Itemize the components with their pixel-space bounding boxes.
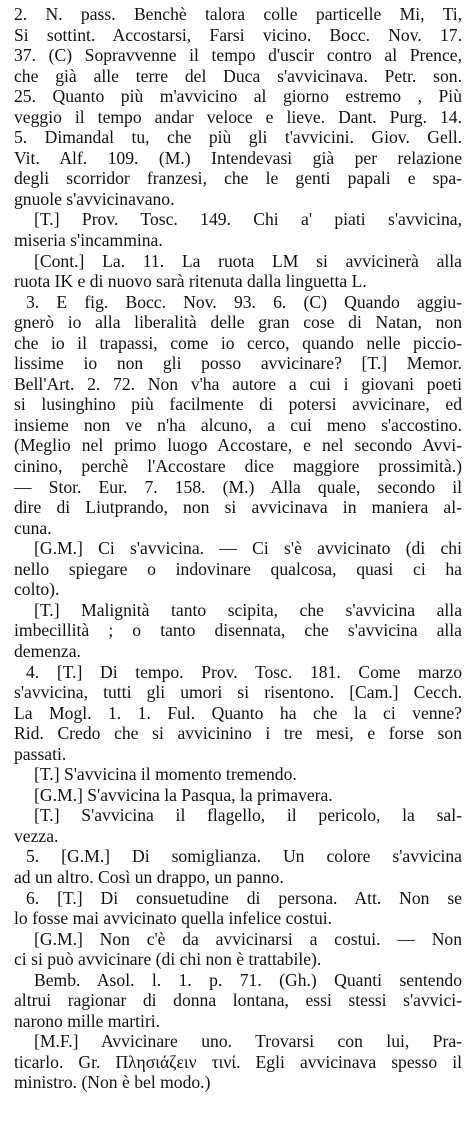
text-line: che io il trapassi, come io cerco, quando nelle piccio- xyxy=(14,332,462,353)
text-line: [T.] Malignità tanto scipita, che s'avvicina alla xyxy=(34,599,462,620)
text-line: insieme non ve n'ha alcuno, a cui meno s'accostino. xyxy=(14,414,462,435)
text-line: Rid. Credo che si avvicinino i tre mesi, e forse son xyxy=(14,723,462,744)
text-line: degli scorridor franzesi, che le genti papali e spa- xyxy=(14,168,462,189)
text-line: [G.M.] S'avvicina la Pasqua, la primavera. xyxy=(34,784,333,805)
text-line: ministro. (Non è bel modo.) xyxy=(14,1072,211,1093)
text-line: narono mille martiri. xyxy=(14,1010,161,1031)
text-line: ruota IK e di nuovo sarà ritenuta dalla linguetta L. xyxy=(14,271,367,292)
text-line: colto). xyxy=(14,579,60,600)
text-line: altrui ragionar di donna lontana, essi stessi s'avvici- xyxy=(14,990,462,1011)
text-line: si lusinghino più facilmente di potersi avvicinare, ed xyxy=(14,394,462,415)
text-line: 5. [G.M.] Di somiglianza. Un colore s'avvicina xyxy=(26,846,462,867)
text-line: [G.M.] Ci s'avvicina. — Ci s'è avvicinato (di chi xyxy=(34,538,462,559)
text-line: vezza. xyxy=(14,825,59,846)
text-line: s'avvicina, tutti gli umori si risentono. [Cam.] Cecch. xyxy=(14,682,462,703)
text-line: (Meglio nel primo luogo Accostare, e nel secondo Avvi- xyxy=(14,435,462,456)
text-line: [G.M.] Non c'è da avvicinarsi a costui. — Non xyxy=(34,928,462,949)
text-line: lissime io non gli posso avvicinare? [T.] Memor. xyxy=(14,353,462,374)
text-line: 4. [T.] Di tempo. Prov. Tosc. 181. Come marzo xyxy=(26,661,462,682)
text-line: 37. (C) Sopravvenne il tempo d'uscir contro al Prence, xyxy=(14,45,462,66)
text-line: dire di Liutprando, non si avvicinava in maniera al- xyxy=(14,497,462,518)
text-line: ticarlo. Gr. Πλησιάζειν τινί. Egli avvicinava spesso il xyxy=(14,1051,462,1072)
text-line: veggio il tempo andar veloce e lieve. Dant. Purg. 14. xyxy=(14,106,462,127)
text-line: 6. [T.] Di consuetudine di persona. Att. Non se xyxy=(26,887,462,908)
text-line: gnerò io alla liberalità delle gran cose di Natan, non xyxy=(14,312,462,333)
text-line: ci si può avvicinare (di chi non è trattabile). xyxy=(14,949,322,970)
text-line: lo fosse mai avvicinato quella infelice costui. xyxy=(14,908,333,929)
text-line: [T.] S'avvicina il momento tremendo. xyxy=(34,764,297,785)
text-line: La Mogl. 1. 1. Ful. Quanto ha che la ci venne? xyxy=(14,702,462,723)
text-line: 3. E fig. Bocc. Nov. 93. 6. (C) Quando aggiu- xyxy=(26,291,462,312)
text-line: demenza. xyxy=(14,640,81,661)
text-line: cuna. xyxy=(14,517,52,538)
text-line: gnuole s'avvicinavano. xyxy=(14,188,175,209)
text-line: [Cont.] La. 11. La ruota LM si avvicinerà alla xyxy=(34,250,462,271)
text-line: Vit. Alf. 109. (M.) Intendevasi già per relazione xyxy=(14,147,462,168)
text-line: [M.F.] Avvicinare uno. Trovarsi con lui, Pra- xyxy=(34,1031,462,1052)
text-line: [T.] S'avvicina il flagello, il pericolo, la sal- xyxy=(34,805,462,826)
text-line: passati. xyxy=(14,743,67,764)
text-line: 2. N. pass. Benchè talora colle particelle Mi, Ti, xyxy=(14,4,462,24)
text-line: cinino, perchè l'Accostare dice maggiore prossimità.) xyxy=(14,456,462,477)
text-line: Si sottint. Accostarsi, Farsi vicino. Bocc. Nov. 17. xyxy=(14,24,462,45)
text-line: 5. Dimandal tu, che più gli t'avvicini. Giov. Gell. xyxy=(14,127,462,148)
text-line: 25. Quanto più m'avvicino al giorno estremo , Più xyxy=(14,86,462,107)
text-line: imbecillità ; o tanto disennata, che s'avvicina alla xyxy=(14,620,462,641)
text-line: che già alle terre del Duca s'avvicinava. Petr. son. xyxy=(14,65,462,86)
text-line: nello spiegare o indovinare qualcosa, quasi ci ha xyxy=(14,558,462,579)
text-line: miseria s'incammina. xyxy=(14,230,163,251)
text-line: [T.] Prov. Tosc. 149. Chi a' piati s'avvicina, xyxy=(34,209,462,230)
text-line: Bemb. Asol. l. 1. p. 71. (Gh.) Quanti sentendo xyxy=(34,969,462,990)
text-line: ad un altro. Così un drappo, un panno. xyxy=(14,866,284,887)
text-line: — Stor. Eur. 7. 158. (M.) Alla quale, secondo il xyxy=(14,476,462,497)
text-line: Bell'Art. 2. 72. Non v'ha autore a cui i giovani poeti xyxy=(14,373,462,394)
